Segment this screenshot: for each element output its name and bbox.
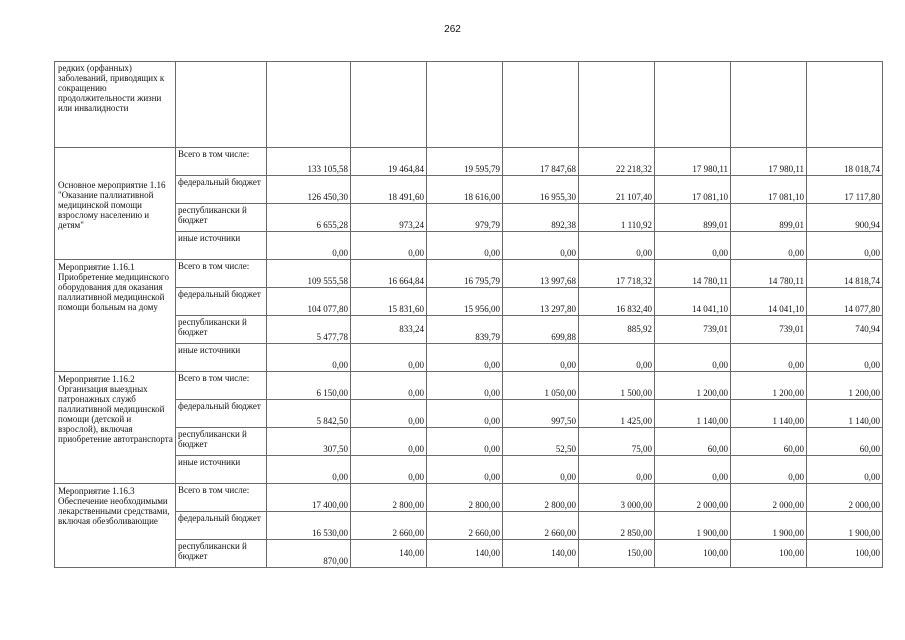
- measure-name-cell: Мероприятие 1.16.3 Обеспечение необходимыми лекарственными средствами, включая обезболивающие: [55, 484, 176, 568]
- funding-source-cell: республикански й бюджет: [176, 316, 267, 344]
- value-cell: 15 956,00: [427, 288, 503, 316]
- value-cell: 14 041,10: [731, 288, 807, 316]
- value-cell: 100,00: [655, 540, 731, 568]
- measure-name-cell: Мероприятие 1.16.2 Организация выездных патронажных служб паллиативной медицинской помощи (детской и взрослой), включая приобретение автотранспорта: [55, 372, 176, 484]
- value-cell: 0,00: [427, 344, 503, 372]
- value-cell: 16 530,00: [267, 512, 351, 540]
- value-cell: 2 000,00: [655, 484, 731, 512]
- value-cell: 5 477,78: [267, 316, 351, 344]
- value-cell: 1 425,00: [579, 400, 655, 428]
- value-cell: 2 800,00: [503, 484, 579, 512]
- value-cell: 17 081,10: [655, 176, 731, 204]
- value-cell: 699,88: [503, 316, 579, 344]
- continuation-cell: редких (орфанных) заболеваний, приводящих к сокращению продолжительности жизни или инвалидности: [55, 62, 176, 148]
- value-cell: 0,00: [807, 232, 883, 260]
- value-cell: 52,50: [503, 428, 579, 456]
- value-cell: 997,50: [503, 400, 579, 428]
- table-row: [55, 456, 883, 484]
- table-row: [55, 400, 883, 428]
- value-cell: 60,00: [731, 428, 807, 456]
- value-cell: 140,00: [427, 540, 503, 568]
- funding-source-cell: республикански й бюджет: [176, 428, 267, 456]
- value-cell: 14 818,74: [807, 260, 883, 288]
- value-cell: 892,38: [503, 204, 579, 232]
- value-cell: 0,00: [579, 344, 655, 372]
- value-cell: 1 900,00: [731, 512, 807, 540]
- value-cell: 17 117,80: [807, 176, 883, 204]
- value-cell: 150,00: [579, 540, 655, 568]
- value-cell: 0,00: [351, 372, 427, 400]
- value-cell: 979,79: [427, 204, 503, 232]
- value-cell: 0,00: [579, 232, 655, 260]
- value-cell: 16 664,84: [351, 260, 427, 288]
- value-cell: 0,00: [427, 372, 503, 400]
- value-cell: 5 842,50: [267, 400, 351, 428]
- value-cell: 21 107,40: [579, 176, 655, 204]
- table-row: [55, 484, 883, 512]
- value-cell: 1 900,00: [655, 512, 731, 540]
- value-cell: 0,00: [503, 232, 579, 260]
- value-cell: 19 464,84: [351, 148, 427, 176]
- value-cell: 0,00: [351, 428, 427, 456]
- value-cell: 0,00: [427, 400, 503, 428]
- value-cell: 307,50: [267, 428, 351, 456]
- value-cell: 0,00: [267, 232, 351, 260]
- table-row: [55, 344, 883, 372]
- value-cell: 2 660,00: [427, 512, 503, 540]
- value-cell: 17 980,11: [731, 148, 807, 176]
- value-cell: 2 000,00: [807, 484, 883, 512]
- value-cell: 0,00: [579, 456, 655, 484]
- value-cell: 0,00: [503, 344, 579, 372]
- funding-source-cell: Всего в том числе:: [176, 484, 267, 512]
- value-cell: 14 780,11: [731, 260, 807, 288]
- value-cell: 22 218,32: [579, 148, 655, 176]
- value-cell: 140,00: [503, 540, 579, 568]
- funding-source-cell: республикански й бюджет: [176, 540, 267, 568]
- value-cell: 100,00: [731, 540, 807, 568]
- value-cell: 16 795,79: [427, 260, 503, 288]
- value-cell: 1 200,00: [807, 372, 883, 400]
- value-cell: 17 847,68: [503, 148, 579, 176]
- funding-source-cell: республикански й бюджет: [176, 204, 267, 232]
- value-cell: 140,00: [351, 540, 427, 568]
- value-cell: 0,00: [731, 344, 807, 372]
- measure-name-cell: Мероприятие 1.16.1 Приобретение медицинского оборудования для оказания паллиативной медицинской помощи больным на дому: [55, 260, 176, 372]
- value-cell: 870,00: [267, 540, 351, 568]
- value-cell: 899,01: [655, 204, 731, 232]
- value-cell: 2 000,00: [731, 484, 807, 512]
- budget-table: [54, 61, 883, 568]
- value-cell: 1 140,00: [807, 400, 883, 428]
- value-cell: 0,00: [655, 344, 731, 372]
- value-cell: 1 200,00: [655, 372, 731, 400]
- value-cell: 0,00: [731, 456, 807, 484]
- value-cell: 1 900,00: [807, 512, 883, 540]
- value-cell: 2 660,00: [503, 512, 579, 540]
- value-cell: 0,00: [351, 456, 427, 484]
- table-row: [55, 288, 883, 316]
- value-cell: 0,00: [731, 232, 807, 260]
- value-cell: 1 110,92: [579, 204, 655, 232]
- value-cell: 126 450,30: [267, 176, 351, 204]
- value-cell: 17 081,10: [731, 176, 807, 204]
- value-cell: 14 780,11: [655, 260, 731, 288]
- value-cell: 1 200,00: [731, 372, 807, 400]
- value-cell: 0,00: [267, 344, 351, 372]
- value-cell: 16 955,30: [503, 176, 579, 204]
- value-cell: 18 616,00: [427, 176, 503, 204]
- value-cell: 2 660,00: [351, 512, 427, 540]
- value-cell: 0,00: [267, 456, 351, 484]
- value-cell: 1 140,00: [731, 400, 807, 428]
- value-cell: 0,00: [351, 344, 427, 372]
- value-cell: 1 500,00: [579, 372, 655, 400]
- value-cell: 0,00: [503, 456, 579, 484]
- value-cell: 18 018,74: [807, 148, 883, 176]
- value-cell: 0,00: [427, 456, 503, 484]
- value-cell: 13 297,80: [503, 288, 579, 316]
- value-cell: 6 655,28: [267, 204, 351, 232]
- measure-name-cell: Основное мероприятие 1.16 "Оказание паллиативной медицинской помощи взрослому населению и детям": [55, 148, 176, 260]
- value-cell: 2 800,00: [351, 484, 427, 512]
- funding-source-cell: Всего в том числе:: [176, 148, 267, 176]
- table-row: [55, 176, 883, 204]
- value-cell: 15 831,60: [351, 288, 427, 316]
- value-cell: 740,94: [807, 316, 883, 344]
- value-cell: 2 850,00: [579, 512, 655, 540]
- value-cell: 18 491,60: [351, 176, 427, 204]
- funding-source-cell: иные источники: [176, 344, 267, 372]
- value-cell: 14 041,10: [655, 288, 731, 316]
- funding-source-cell: иные источники: [176, 232, 267, 260]
- funding-source-cell: иные источники: [176, 456, 267, 484]
- value-cell: 60,00: [655, 428, 731, 456]
- page-number: 262: [444, 24, 461, 35]
- value-cell: 109 555,58: [267, 260, 351, 288]
- value-cell: 739,01: [731, 316, 807, 344]
- table-row: [55, 372, 883, 400]
- value-cell: 0,00: [655, 232, 731, 260]
- value-cell: 0,00: [655, 456, 731, 484]
- value-cell: 1 050,00: [503, 372, 579, 400]
- value-cell: 885,92: [579, 316, 655, 344]
- table-row: [55, 428, 883, 456]
- value-cell: 104 077,80: [267, 288, 351, 316]
- value-cell: 17 718,32: [579, 260, 655, 288]
- table-row: [55, 512, 883, 540]
- value-cell: 2 800,00: [427, 484, 503, 512]
- funding-source-cell: федеральный бюджет: [176, 176, 267, 204]
- table-row: [55, 148, 883, 176]
- value-cell: 0,00: [427, 428, 503, 456]
- value-cell: 6 150,00: [267, 372, 351, 400]
- value-cell: 899,01: [731, 204, 807, 232]
- value-cell: 900,94: [807, 204, 883, 232]
- value-cell: 833,24: [351, 316, 427, 344]
- value-cell: 17 400,00: [267, 484, 351, 512]
- value-cell: 100,00: [807, 540, 883, 568]
- continuation-row: [55, 62, 883, 148]
- value-cell: 739,01: [655, 316, 731, 344]
- value-cell: 133 105,58: [267, 148, 351, 176]
- table-row: [55, 204, 883, 232]
- value-cell: 16 832,40: [579, 288, 655, 316]
- value-cell: 839,79: [427, 316, 503, 344]
- table-row: [55, 260, 883, 288]
- table-row: [55, 540, 883, 568]
- funding-source-cell: федеральный бюджет: [176, 512, 267, 540]
- funding-source-cell: Всего в том числе:: [176, 260, 267, 288]
- table-row: [55, 316, 883, 344]
- table-row: [55, 232, 883, 260]
- value-cell: 14 077,80: [807, 288, 883, 316]
- value-cell: 0,00: [351, 400, 427, 428]
- value-cell: 0,00: [427, 232, 503, 260]
- funding-source-cell: федеральный бюджет: [176, 288, 267, 316]
- funding-source-cell: федеральный бюджет: [176, 400, 267, 428]
- value-cell: 0,00: [807, 456, 883, 484]
- value-cell: 60,00: [807, 428, 883, 456]
- value-cell: 3 000,00: [579, 484, 655, 512]
- value-cell: 17 980,11: [655, 148, 731, 176]
- value-cell: 19 595,79: [427, 148, 503, 176]
- value-cell: 0,00: [351, 232, 427, 260]
- value-cell: 13 997,68: [503, 260, 579, 288]
- value-cell: 0,00: [807, 344, 883, 372]
- funding-source-cell: Всего в том числе:: [176, 372, 267, 400]
- value-cell: 1 140,00: [655, 400, 731, 428]
- value-cell: 75,00: [579, 428, 655, 456]
- value-cell: 973,24: [351, 204, 427, 232]
